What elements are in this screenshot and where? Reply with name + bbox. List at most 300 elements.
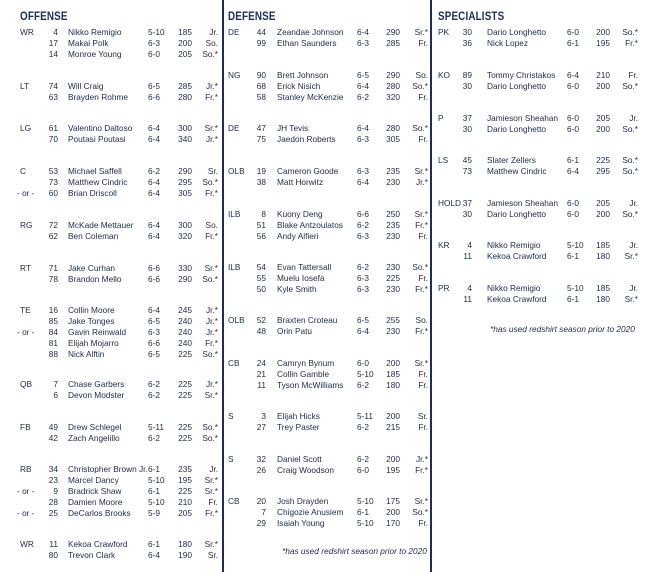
- player-weight: 225: [596, 155, 610, 165]
- jersey-number: 8: [261, 209, 266, 219]
- position-label: KO: [438, 70, 450, 80]
- jersey-number: 16: [48, 305, 58, 315]
- jersey-number: 3: [261, 411, 266, 421]
- player-row: [434, 198, 654, 209]
- jersey-number: 20: [256, 496, 266, 506]
- player-name: Nikko Remigio: [487, 240, 541, 250]
- player-height: 6-4: [357, 326, 369, 336]
- jersey-number: 48: [256, 326, 266, 336]
- player-name: Brandon Mello: [68, 274, 122, 284]
- player-height: 6-1: [567, 38, 579, 48]
- player-row: [0, 92, 222, 103]
- player-name: Matt Horwitz: [277, 177, 324, 187]
- player-class-year: So.*: [622, 27, 638, 37]
- jersey-number: 32: [256, 454, 266, 464]
- player-weight: 200: [596, 81, 610, 91]
- player-name: Jake Curhan: [68, 263, 116, 273]
- player-height: 6-4: [148, 231, 160, 241]
- position-label: RT: [20, 263, 31, 273]
- player-weight: 240: [178, 327, 192, 337]
- player-class-year: Sr.*: [204, 486, 218, 496]
- player-weight: 285: [386, 38, 400, 48]
- jersey-number: 24: [256, 358, 266, 368]
- player-height: 6-2: [357, 92, 369, 102]
- player-class-year: Jr.*: [206, 134, 218, 144]
- position-group: [434, 70, 654, 92]
- player-weight: 250: [386, 209, 400, 219]
- or-alternate-label: - or -: [17, 486, 35, 496]
- player-class-year: Sr.*: [414, 496, 428, 506]
- jersey-number: 89: [462, 70, 472, 80]
- player-name: Dario Longhetto: [487, 124, 547, 134]
- player-weight: 295: [178, 177, 192, 187]
- position-group: [224, 454, 430, 476]
- player-height: 6-4: [148, 123, 160, 133]
- player-name: Monroe Young: [68, 49, 122, 59]
- position-group: [224, 209, 430, 242]
- player-name: Dario Longhetto: [487, 27, 547, 37]
- jersey-number: 70: [48, 134, 58, 144]
- player-row: [434, 251, 654, 262]
- position-group: [224, 166, 430, 188]
- player-name: Brayden Rohme: [68, 92, 128, 102]
- player-name: Jake Tonges: [68, 316, 115, 326]
- player-weight: 280: [386, 81, 400, 91]
- jersey-number: 38: [256, 177, 266, 187]
- player-row: [224, 465, 430, 476]
- player-class-year: Fr.: [208, 497, 218, 507]
- player-name: Nick Alftin: [68, 349, 105, 359]
- player-weight: 175: [386, 496, 400, 506]
- jersey-number: 44: [256, 27, 266, 37]
- player-name: Christopher Brown Jr.: [68, 464, 148, 474]
- position-group: [0, 379, 222, 401]
- position-label: S: [228, 411, 234, 421]
- jersey-number: 11: [463, 294, 472, 304]
- player-row: [224, 496, 430, 507]
- position-group: [434, 27, 654, 49]
- player-row: [434, 155, 654, 166]
- position-label: HOLD: [438, 198, 462, 208]
- player-height: 6-2: [148, 379, 160, 389]
- player-name: Jamieson Sheahan: [487, 113, 559, 123]
- jersey-number: 99: [256, 38, 266, 48]
- jersey-number: 21: [256, 369, 266, 379]
- player-height: 6-4: [567, 166, 579, 176]
- player-name: Josh Drayden: [277, 496, 329, 506]
- player-class-year: Sr.*: [204, 475, 218, 485]
- jersey-number: 36: [462, 38, 472, 48]
- player-class-year: Fr.*: [205, 338, 218, 348]
- player-class-year: Fr.: [628, 70, 638, 80]
- player-row: [0, 550, 222, 561]
- jersey-number: 4: [467, 240, 472, 250]
- player-height: 5-10: [567, 240, 584, 250]
- player-name: Erick Nisich: [277, 81, 321, 91]
- jersey-number: 14: [48, 49, 58, 59]
- jersey-number: 34: [48, 464, 58, 474]
- player-height: 6-2: [357, 380, 369, 390]
- player-row: [224, 507, 430, 518]
- player-row: [0, 81, 222, 92]
- player-weight: 230: [386, 284, 400, 294]
- player-name: Nikko Remigio: [487, 283, 541, 293]
- player-weight: 230: [386, 177, 400, 187]
- player-weight: 185: [386, 369, 400, 379]
- player-class-year: Fr.: [418, 38, 428, 48]
- player-name: Kyle Smith: [277, 284, 317, 294]
- jersey-number: 88: [48, 349, 58, 359]
- player-name: Blake Antzoulatos: [277, 220, 343, 230]
- player-name: Elijah Hicks: [277, 411, 320, 421]
- position-label: CB: [228, 358, 240, 368]
- player-class-year: So.*: [202, 274, 218, 284]
- player-name: Tyson McWilliams: [277, 380, 344, 390]
- player-row: [224, 262, 430, 273]
- player-height: 6-0: [567, 113, 579, 123]
- player-class-year: Fr.*: [205, 508, 218, 518]
- jersey-number: 73: [48, 177, 58, 187]
- player-weight: 200: [596, 124, 610, 134]
- jersey-number: 68: [256, 81, 266, 91]
- player-weight: 285: [178, 81, 192, 91]
- player-class-year: Jr.*: [416, 177, 428, 187]
- player-weight: 195: [178, 475, 192, 485]
- jersey-number: 11: [257, 380, 266, 390]
- player-height: 6-0: [567, 198, 579, 208]
- position-group: [0, 27, 222, 60]
- player-class-year: So.*: [202, 422, 218, 432]
- player-class-year: Jr.: [209, 27, 218, 37]
- player-weight: 230: [386, 262, 400, 272]
- player-row: [224, 518, 430, 529]
- position-label: ILB: [228, 262, 241, 272]
- player-class-year: Fr.*: [205, 92, 218, 102]
- position-group: [224, 123, 430, 145]
- player-name: Camryn Bynum: [277, 358, 335, 368]
- player-class-year: Jr.: [629, 198, 638, 208]
- player-weight: 200: [386, 507, 400, 517]
- player-class-year: Fr.*: [415, 284, 428, 294]
- player-weight: 185: [596, 283, 610, 293]
- player-class-year: So.*: [622, 155, 638, 165]
- player-row: [0, 177, 222, 188]
- player-name: Stanley McKenzie: [277, 92, 344, 102]
- player-name: Dario Longhetto: [487, 209, 547, 219]
- player-row: [0, 433, 222, 444]
- player-row: [434, 166, 654, 177]
- player-row: [434, 209, 654, 220]
- position-label: C: [20, 166, 26, 176]
- player-height: 5-10: [357, 518, 374, 528]
- player-row: [0, 316, 222, 327]
- player-name: Trey Paster: [277, 422, 320, 432]
- jersey-number: 75: [256, 134, 266, 144]
- player-weight: 235: [386, 166, 400, 176]
- player-weight: 290: [386, 27, 400, 37]
- player-weight: 340: [178, 134, 192, 144]
- player-weight: 180: [178, 539, 192, 549]
- redshirt-footnote: *has used redshirt season prior to 2020: [490, 324, 635, 334]
- player-row: [0, 349, 222, 360]
- position-group: [0, 81, 222, 103]
- jersey-number: 23: [48, 475, 58, 485]
- player-weight: 180: [596, 294, 610, 304]
- jersey-number: 6: [53, 390, 58, 400]
- position-label: KR: [438, 240, 450, 250]
- player-row: [224, 166, 430, 177]
- jersey-number: 4: [53, 27, 58, 37]
- player-height: 6-4: [357, 123, 369, 133]
- player-name: Craig Woodson: [277, 465, 335, 475]
- player-row: [0, 305, 222, 316]
- player-class-year: Jr.*: [206, 327, 218, 337]
- player-class-year: So.*: [622, 166, 638, 176]
- player-height: 6-4: [357, 177, 369, 187]
- player-weight: 225: [178, 422, 192, 432]
- player-row: [0, 497, 222, 508]
- player-row: [224, 209, 430, 220]
- player-class-year: Fr.*: [625, 38, 638, 48]
- player-height: 6-1: [148, 486, 160, 496]
- player-row: [434, 27, 654, 38]
- player-class-year: Jr.*: [206, 379, 218, 389]
- player-row: [434, 113, 654, 124]
- jersey-number: 30: [462, 81, 472, 91]
- player-weight: 200: [596, 209, 610, 219]
- player-name: Ethan Saunders: [277, 38, 337, 48]
- player-height: 6-4: [148, 188, 160, 198]
- player-height: 6-3: [357, 273, 369, 283]
- jersey-number: 37: [462, 113, 472, 123]
- player-row: [0, 327, 222, 338]
- player-row: [224, 38, 430, 49]
- player-row: [0, 508, 222, 519]
- player-row: [224, 326, 430, 337]
- player-class-year: Fr.*: [415, 465, 428, 475]
- player-class-year: Sr.*: [624, 294, 638, 304]
- player-weight: 295: [596, 166, 610, 176]
- jersey-number: 29: [256, 518, 266, 528]
- position-label: QB: [20, 379, 32, 389]
- position-group: [434, 198, 654, 220]
- player-row: [0, 539, 222, 550]
- player-class-year: Sr.*: [414, 27, 428, 37]
- player-class-year: So.*: [412, 123, 428, 133]
- player-name: Chigozie Anusiem: [277, 507, 344, 517]
- jersey-number: 25: [48, 508, 58, 518]
- player-weight: 205: [178, 508, 192, 518]
- player-name: Daniel Scott: [277, 454, 322, 464]
- position-group: [224, 315, 430, 337]
- jersey-number: 58: [256, 92, 266, 102]
- player-height: 6-1: [567, 251, 579, 261]
- specialists-header: SPECIALISTS: [438, 9, 505, 23]
- player-weight: 225: [178, 390, 192, 400]
- player-name: Valentino Daltoso: [68, 123, 133, 133]
- player-height: 6-2: [357, 262, 369, 272]
- player-row: [224, 177, 430, 188]
- player-height: 6-5: [148, 316, 160, 326]
- player-height: 5-10: [357, 369, 374, 379]
- player-weight: 205: [596, 198, 610, 208]
- jersey-number: 63: [48, 92, 58, 102]
- player-name: Nick Lopez: [487, 38, 529, 48]
- player-row: [224, 134, 430, 145]
- player-class-year: Jr.*: [206, 81, 218, 91]
- player-weight: 180: [596, 251, 610, 261]
- player-class-year: So.: [205, 38, 218, 48]
- jersey-number: 85: [48, 316, 58, 326]
- player-class-year: Jr.*: [416, 454, 428, 464]
- player-height: 6-0: [567, 124, 579, 134]
- defense-header: DEFENSE: [228, 9, 276, 23]
- player-row: [224, 358, 430, 369]
- jersey-number: 11: [463, 251, 472, 261]
- player-weight: 255: [386, 315, 400, 325]
- player-row: [224, 411, 430, 422]
- player-class-year: Fr.: [418, 134, 428, 144]
- player-row: [434, 81, 654, 92]
- player-height: 6-3: [357, 231, 369, 241]
- jersey-number: 84: [48, 327, 58, 337]
- player-class-year: Sr.*: [414, 209, 428, 219]
- player-row: [0, 123, 222, 134]
- player-height: 6-3: [357, 38, 369, 48]
- player-row: [434, 240, 654, 251]
- player-class-year: Fr.: [418, 380, 428, 390]
- player-row: [224, 284, 430, 295]
- player-row: [0, 379, 222, 390]
- player-height: 5-10: [148, 475, 165, 485]
- player-name: Muelu Iosefa: [277, 273, 325, 283]
- player-name: Gavin Reinwald: [68, 327, 127, 337]
- position-group: [434, 155, 654, 177]
- position-label: WR: [20, 27, 34, 37]
- player-name: Michael Saffell: [68, 166, 122, 176]
- jersey-number: 30: [462, 124, 472, 134]
- player-weight: 240: [178, 338, 192, 348]
- player-class-year: Sr.: [207, 166, 218, 176]
- player-row: [0, 338, 222, 349]
- player-weight: 195: [386, 465, 400, 475]
- player-class-year: Fr.: [418, 231, 428, 241]
- player-class-year: Sr.*: [204, 123, 218, 133]
- position-group: [0, 263, 222, 285]
- jersey-number: 61: [48, 123, 58, 133]
- player-row: [224, 273, 430, 284]
- player-weight: 210: [178, 497, 192, 507]
- player-weight: 290: [386, 70, 400, 80]
- player-class-year: So.: [415, 70, 428, 80]
- player-class-year: Fr.*: [205, 231, 218, 241]
- position-group: [434, 283, 654, 305]
- player-row: [434, 294, 654, 305]
- player-weight: 170: [386, 518, 400, 528]
- position-label: PR: [438, 283, 450, 293]
- player-class-year: So.: [415, 315, 428, 325]
- player-weight: 305: [386, 134, 400, 144]
- player-weight: 195: [596, 38, 610, 48]
- player-weight: 205: [596, 113, 610, 123]
- player-height: 6-4: [148, 177, 160, 187]
- jersey-number: 60: [48, 188, 58, 198]
- player-name: Will Craig: [68, 81, 104, 91]
- player-row: [224, 454, 430, 465]
- position-group: [0, 422, 222, 444]
- player-row: [224, 27, 430, 38]
- redshirt-footnote: *has used redshirt season prior to 2020: [282, 546, 427, 556]
- player-height: 6-6: [148, 263, 160, 273]
- player-class-year: Sr.*: [414, 166, 428, 176]
- player-weight: 200: [386, 358, 400, 368]
- player-weight: 225: [178, 433, 192, 443]
- jersey-number: 62: [48, 231, 58, 241]
- position-label: P: [438, 113, 444, 123]
- player-height: 6-0: [148, 49, 160, 59]
- position-label: RB: [20, 464, 32, 474]
- player-class-year: Sr.*: [204, 539, 218, 549]
- player-class-year: So.*: [622, 124, 638, 134]
- player-name: Brett Johnson: [277, 70, 329, 80]
- jersey-number: 80: [48, 550, 58, 560]
- position-group: [434, 113, 654, 135]
- jersey-number: 71: [48, 263, 58, 273]
- player-row: [0, 263, 222, 274]
- player-height: 6-3: [357, 134, 369, 144]
- player-name: Evan Tattersall: [277, 262, 332, 272]
- player-height: 6-4: [357, 27, 369, 37]
- or-alternate-label: - or -: [17, 327, 35, 337]
- player-row: [434, 38, 654, 49]
- player-height: 6-2: [148, 166, 160, 176]
- position-label: PK: [438, 27, 450, 37]
- player-height: 5-10: [357, 496, 374, 506]
- position-group: [0, 539, 222, 561]
- player-height: 6-2: [148, 390, 160, 400]
- player-class-year: Jr.: [629, 283, 638, 293]
- jersey-number: 7: [53, 379, 58, 389]
- jersey-number: 74: [48, 81, 58, 91]
- player-name: Collin Moore: [68, 305, 115, 315]
- offense-header: OFFENSE: [20, 9, 68, 23]
- player-name: Isaiah Young: [277, 518, 325, 528]
- position-label: TE: [20, 305, 31, 315]
- player-name: Jaedon Roberts: [277, 134, 336, 144]
- player-class-year: Jr.*: [206, 305, 218, 315]
- jersey-number: 81: [48, 338, 58, 348]
- position-group: [0, 123, 222, 145]
- player-row: [0, 134, 222, 145]
- player-class-year: So.*: [202, 349, 218, 359]
- player-name: Zach Angelillo: [68, 433, 120, 443]
- player-height: 6-5: [148, 81, 160, 91]
- player-weight: 290: [178, 166, 192, 176]
- player-weight: 240: [178, 316, 192, 326]
- jersey-number: 50: [256, 284, 266, 294]
- player-class-year: So.*: [412, 507, 428, 517]
- jersey-number: 7: [261, 507, 266, 517]
- position-group: [224, 358, 430, 391]
- player-height: 6-4: [148, 550, 160, 560]
- player-class-year: Fr.*: [205, 188, 218, 198]
- jersey-number: 27: [256, 422, 266, 432]
- player-class-year: Fr.: [418, 273, 428, 283]
- player-weight: 225: [386, 273, 400, 283]
- jersey-number: 4: [467, 283, 472, 293]
- player-class-year: Sr.*: [624, 251, 638, 261]
- jersey-number: 90: [256, 70, 266, 80]
